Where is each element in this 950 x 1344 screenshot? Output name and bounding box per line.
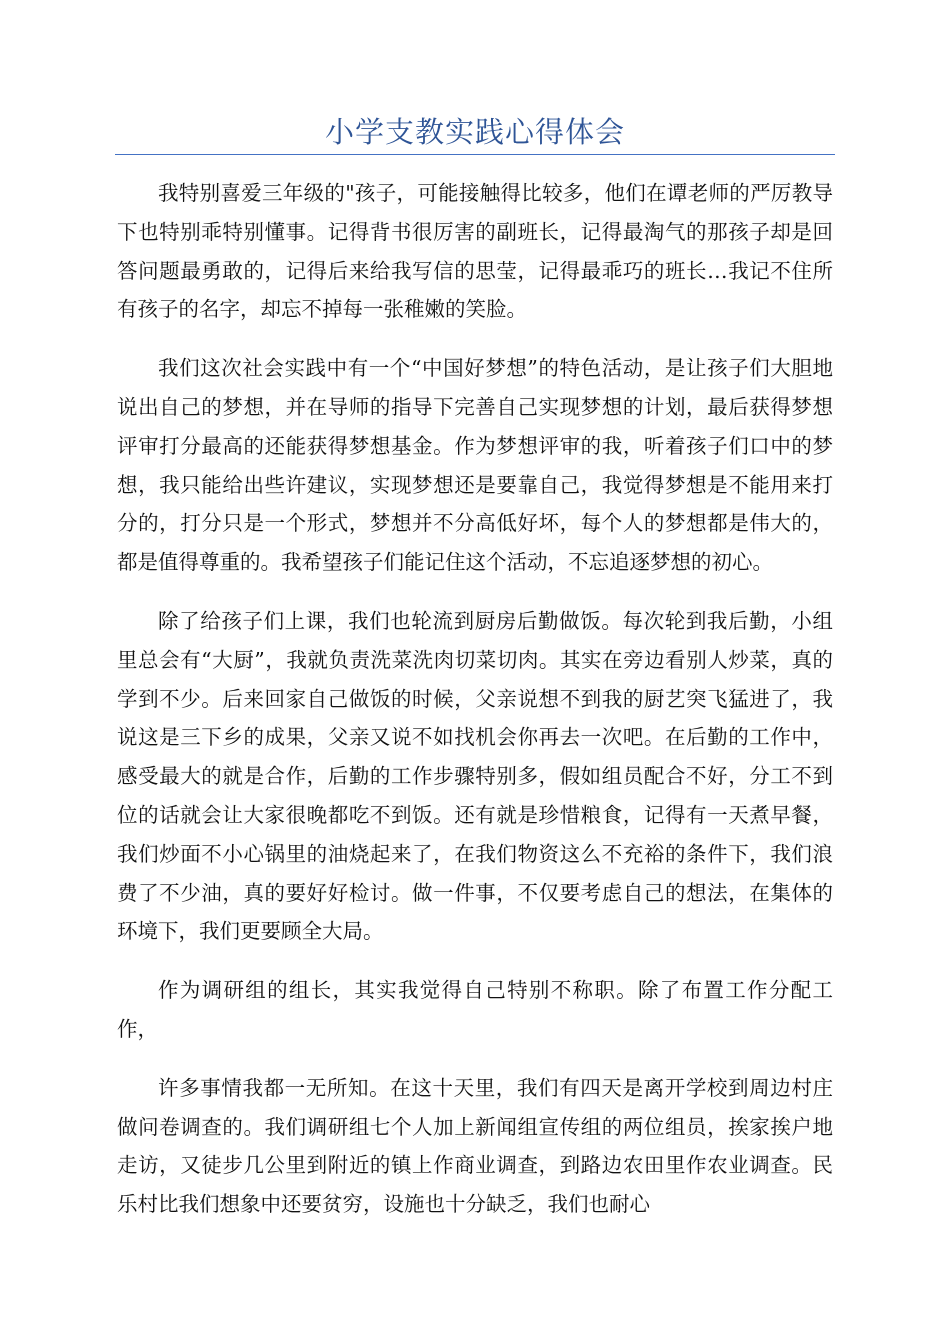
title-underline: [115, 154, 835, 155]
page-title: 小学支教实践心得体会: [324, 115, 625, 149]
paragraph-3: 除了给孩子们上课，我们也轮流到厨房后勤做饭。每次轮到我后勤，小组里总会有“大厨”，我就负责洗菜洗肉切菜切肉。其实在旁边看别人炒菜，真的学到不少。后来回家自己做饭的时候，父亲说想不到我的厨艺突飞猛进了，我说这是三下乡的成果，父亲又说不如找机会你再去一次吧。在后勤的工作中，感受最大的就是合作，后勤的工作步骤特别多，假如组员配合不好，分工不到位的话就会让大家很晚都吃不到饭。还有就是珍惜粮食，记得有一天煮早餐，我们炒面不小心锅里的油烧起来了，在我们物资这么不充裕的条件下，我们浪费了不少油，真的要好好检讨。做一件事，不仅要考虑自己的想法，在集体的环境下，我们更要顾全大局。: [117, 608, 833, 944]
paragraph-2: 我们这次社会实践中有一个“中国好梦想”的特色活动，是让孩子们大胆地说出自己的梦想，并在导师的指导下完善自己实现梦想的计划，最后获得梦想评审打分最高的还能获得梦想基金。作为梦想评审的我，听着孩子们口中的梦想，我只能给出些许建议，实现梦想还是要靠自己，我觉得梦想是不能用来打分的，打分只是一个形式，梦想并不分高低好坏，每个人的梦想都是伟大的，都是值得尊重的。我希望孩子们能记住这个活动，不忘追逐梦想的初心。: [117, 356, 833, 575]
paragraph-5: 许多事情我都一无所知。在这十天里，我们有四天是离开学校到周边村庄做问卷调查的。我们调研组七个人加上新闻组宣传组的两位组员，挨家挨户地走访，又徒步几公里到附近的镇上作商业调查，到路边农田里作农业调查。民乐村比我们想象中还要贫穷，设施也十分缺乏，我们也耐心: [117, 1075, 833, 1217]
paragraph-4: 作为调研组的组长，其实我觉得自己特别不称职。除了布置工作分配工作，: [117, 978, 833, 1041]
paragraph-1: 我特别喜爱三年级的"孩子，可能接触得比较多，他们在谭老师的严厉教导下也特别乖特别懂事。记得背书很厉害的副班长，记得最淘气的那孩子却是回答问题最勇敢的，记得后来给我写信的思莹，记得最乖巧的班长…我记不住所有孩子的名字，却忘不掉每一张稚嫩的笑脸。: [117, 181, 833, 322]
document-body: [117, 174, 833, 1244]
